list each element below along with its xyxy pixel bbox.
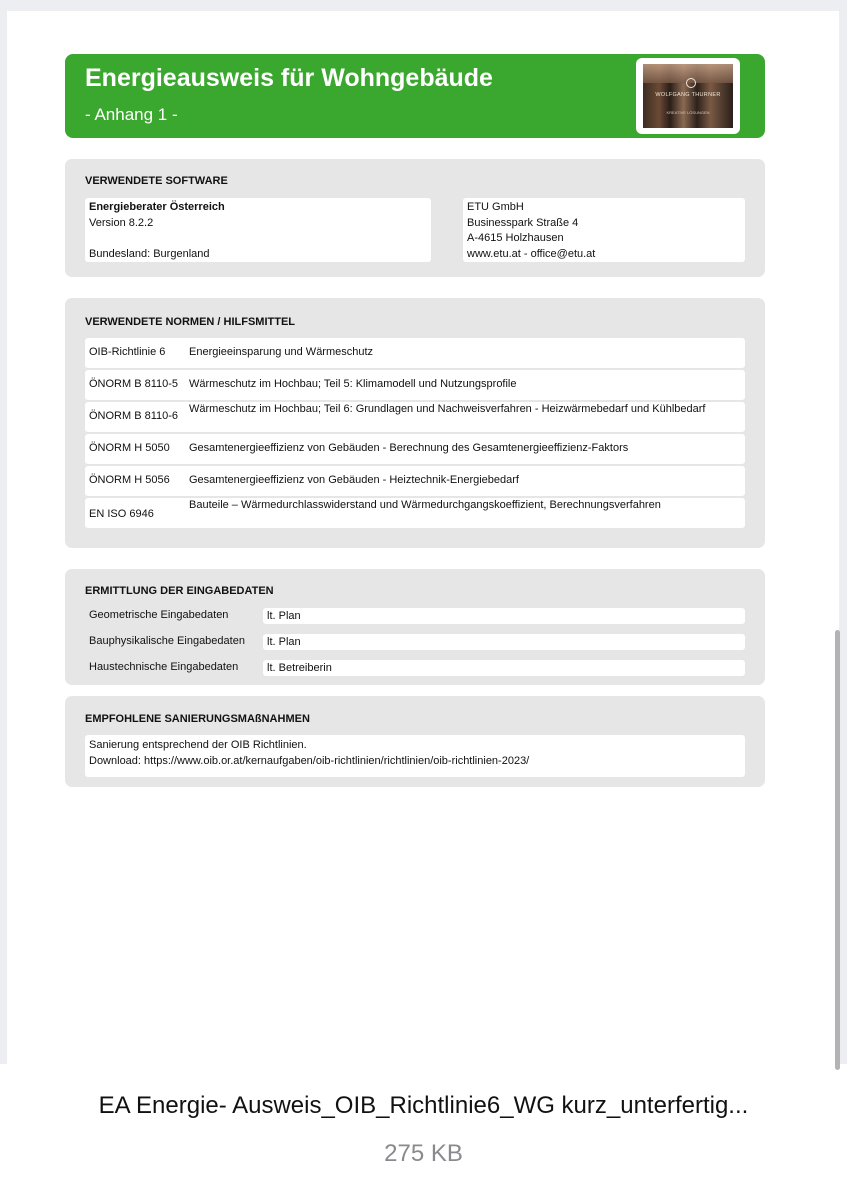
norm-code: ÖNORM B 8110-6 [89, 410, 179, 422]
software-version: Version 8.2.2 [89, 216, 154, 229]
norm-description: Wärmeschutz im Hochbau; Teil 6: Grundlagen und Nachweisverfahren - Heizwärmebedarf und Kühlbedarf [189, 403, 706, 415]
document-header [65, 54, 765, 138]
vendor-street: Businesspark Straße 4 [467, 216, 579, 229]
software-name: Energieberater Österreich [89, 201, 225, 213]
vendor-company: ETU GmbH [467, 201, 524, 213]
norm-row [85, 402, 745, 432]
document-subtitle: - Anhang 1 - [85, 105, 178, 124]
software-state: Bundesland: Burgenland [89, 247, 210, 260]
norm-row [85, 338, 745, 368]
recommendations-text [85, 735, 745, 777]
logo-subtext: KREATIVE LÖSUNGEN [666, 110, 710, 115]
norm-row [85, 370, 745, 400]
norm-code: ÖNORM H 5050 [89, 442, 170, 454]
input-label: Bauphysikalische Eingabedaten [89, 635, 245, 647]
document-title: Energieausweis für Wohngebäude [85, 64, 493, 92]
input-label: Haustechnische Eingabedaten [89, 661, 239, 673]
norm-code: OIB-Richtlinie 6 [89, 346, 166, 358]
logo-text: WOLFGANG THURNER [655, 92, 721, 98]
vendor-info [463, 198, 745, 262]
recommendations-section [65, 696, 765, 787]
norm-code: EN ISO 6946 [89, 508, 154, 520]
software-info [85, 198, 431, 262]
scrollbar[interactable] [835, 630, 840, 1070]
vendor-city: A-4615 Holzhausen [467, 232, 564, 244]
file-size: 275 KB [384, 1140, 463, 1167]
input-data-section-title: ERMITTLUNG DER EINGABEDATEN [85, 585, 274, 597]
input-value: lt. Betreiberin [263, 660, 745, 676]
recommendation-link[interactable]: Download: https://www.oib.or.at/kernaufgaben/oib-richtlinien/richtlinien/oib-richtlinien-2023/ [89, 754, 530, 767]
norm-description: Gesamtenergieeffizienz von Gebäuden - Heiztechnik-Energiebedarf [189, 474, 519, 486]
norm-description: Energieeinsparung und Wärmeschutz [189, 346, 374, 358]
norm-row [85, 498, 745, 528]
recommendations-section-title: EMPFOHLENE SANIERUNGSMAßNAHMEN [85, 713, 310, 725]
company-logo [636, 58, 740, 134]
input-value: lt. Plan [263, 608, 745, 624]
norm-description: Bauteile – Wärmedurchlasswiderstand und Wärmedurchgangskoeffizient, Berechnungsverfahren [189, 499, 661, 511]
software-section [65, 159, 765, 277]
norms-section [65, 298, 765, 548]
pdf-page [7, 11, 839, 1071]
norms-section-title: VERWENDETE NORMEN / HILFSMITTEL [85, 316, 296, 328]
norm-code: ÖNORM B 8110-5 [89, 378, 179, 390]
norm-description: Wärmeschutz im Hochbau; Teil 5: Klimamodell und Nutzungsprofile [189, 378, 517, 390]
input-value: lt. Plan [263, 634, 745, 650]
file-name: EA Energie- Ausweis_OIB_Richtlinie6_WG kurz_unterfertig... [98, 1092, 749, 1119]
input-label: Geometrische Eingabedaten [89, 609, 229, 621]
norm-code: ÖNORM H 5056 [89, 474, 170, 486]
norm-row [85, 434, 745, 464]
norm-row [85, 466, 745, 496]
input-data-section [65, 569, 765, 685]
recommendation-line: Sanierung entsprechend der OIB Richtlinien. [89, 739, 307, 751]
vendor-web: www.etu.at - office@etu.at [467, 247, 596, 260]
norm-description: Gesamtenergieeffizienz von Gebäuden - Berechnung des Gesamtenergieeffizienz-Faktors [189, 442, 629, 454]
software-section-title: VERWENDETE SOFTWARE [85, 175, 228, 187]
